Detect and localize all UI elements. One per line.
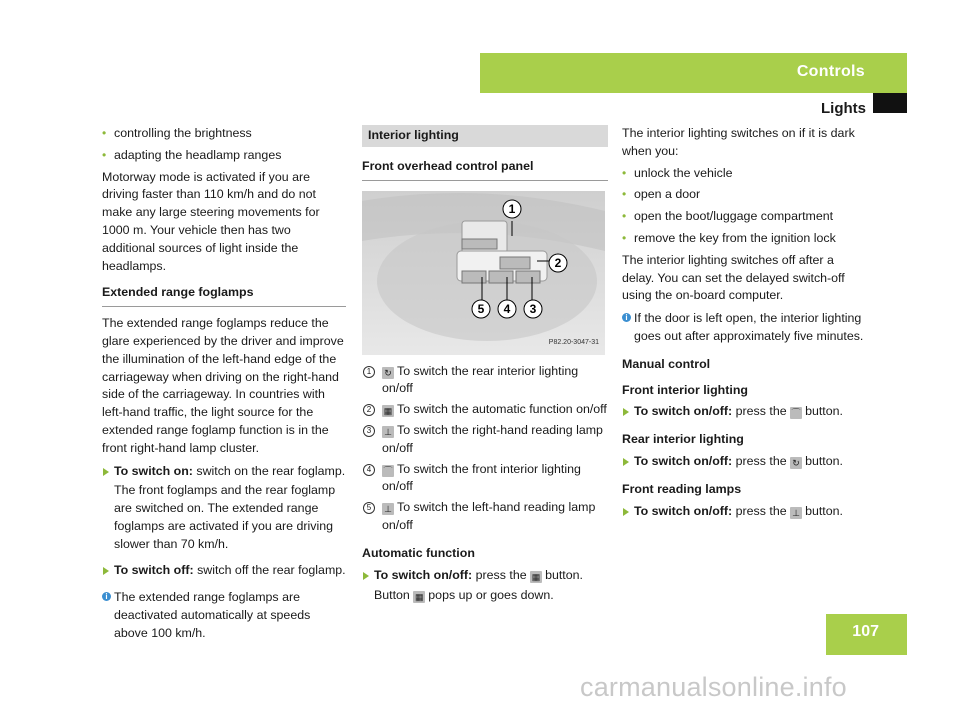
step-label: To switch on: [114,463,193,478]
list-item: • open a door [622,186,868,204]
photo-caption: P82.20-3047-31 [548,338,599,346]
page-number-box [826,614,907,655]
column-2 [362,125,608,605]
step-text: switch off the rear foglamp. [197,562,346,577]
callout-5: 5 [477,301,485,316]
front-light-icon: ⌒ [791,408,801,419]
section-header-band [480,53,907,93]
reading-lamp-icon: ⊥ [382,426,394,438]
rear-light-icon: ↻ [790,457,802,469]
list-item: • remove the key from the ignition lock [622,230,868,248]
front-light-icon: ⌒ [383,465,393,476]
legend-number: 1 [363,366,375,378]
panel-heading: Front overhead control panel [362,158,608,181]
switch-on-detail: The front foglamps and the rear foglamp are switched on. The extended range foglamps are activated if you are driving slower than 70 km/h. [114,483,336,551]
reading-lamp-icon: ⊥ [382,503,394,515]
manual-heading: Manual control [622,356,711,371]
switch-off-step [102,562,346,580]
front-step: To switch on/off: press the ⌒ button. [622,403,868,421]
rear-step: To switch on/off: press the ↻ button. [622,453,868,471]
auto-detail: Button ▦ pops up or goes down. [374,588,554,603]
subsection-marker [873,93,907,113]
legend-item: 5 ⊥ To switch the left-hand reading lamp on/off [362,499,608,535]
legend-item: 4 ⌒ To switch the front interior lighting on/off [362,461,608,497]
callout-4: 4 [503,301,511,316]
page-number: 107 [852,623,879,640]
step-text: switch on the rear foglamp. [196,463,346,478]
list-item: • controlling the brightness [102,125,346,143]
info-icon: i [622,313,631,322]
auto-function-icon: ▦ [531,571,541,582]
column-1 [102,125,346,643]
intro-paragraph: The interior lighting switches on if it is dark when you: [622,126,855,158]
control-panel-photo [362,191,605,355]
auto-function-icon: ▦ [383,406,393,417]
legend-item: 2 ▦ To switch the automatic function on/off [362,401,608,419]
control-panel-illustration [362,191,605,355]
reading-step: To switch on/off: press the ⊥ button. [622,503,868,521]
switch-on-step [102,463,346,481]
info-note: i If the door is left open, the interior lighting goes out after approximately five minutes. [622,310,868,346]
reading-lamp-icon: ⊥ [790,507,802,519]
legend-number: 5 [363,502,375,514]
list-item: • open the boot/luggage compartment [622,208,868,226]
foglamps-heading: Extended range foglamps [102,284,346,307]
reading-heading: Front reading lamps [622,481,742,496]
rear-light-icon: ↻ [382,367,394,379]
list-item: • adapting the headlamp ranges [102,147,346,165]
watermark: carmanualsonline.info [580,672,847,702]
auto-heading: Automatic function [362,545,475,560]
auto-step: To switch on/off: press the ▦ button. [362,567,608,585]
info-icon: i [102,592,111,601]
interior-lighting-bar: Interior lighting [362,125,608,147]
rear-heading: Rear interior lighting [622,432,744,447]
auto-function-icon: ▦ [415,592,424,603]
list-item: • unlock the vehicle [622,165,868,183]
front-heading: Front interior lighting [622,382,748,397]
delay-paragraph: The interior lighting switches off after a delay. You can set the delayed switch-off using the on-board computer. [622,252,845,303]
callout-1: 1 [508,201,516,216]
motorway-paragraph: Motorway mode is activated if you are driving faster than 110 km/h and do not make any large steering movements for 1000 m. Your vehicle then has two additional sources of light inside the headlamps. [102,169,320,273]
step-label: To switch off: [114,562,194,577]
legend-number: 2 [363,404,375,416]
legend-number: 4 [363,464,375,476]
info-note: i The extended range foglamps are deactivated automatically at speeds above 100 km/h. [102,589,346,642]
section-title: Controls [796,63,865,80]
foglamps-paragraph: The extended range foglamps reduce the glare experienced by the driver and improve the illumination of the left-hand edge of the carriageway when driving on the right-hand side of the carriageway. In countries with left-hand traffic, the light source for the extended range foglamp function is in the front right-hand lamp cluster. [102,316,344,455]
callout-2: 2 [554,255,562,270]
subsection-title: Lights [821,100,866,117]
legend-item: 3 ⊥ To switch the right-hand reading lamp on/off [362,422,608,458]
legend-number: 3 [363,425,375,437]
callout-3: 3 [529,301,537,316]
step-label: To switch on/off: [374,567,473,582]
column-3 [622,125,868,522]
legend-item: 1 ↻ To switch the rear interior lighting on/off [362,363,608,399]
